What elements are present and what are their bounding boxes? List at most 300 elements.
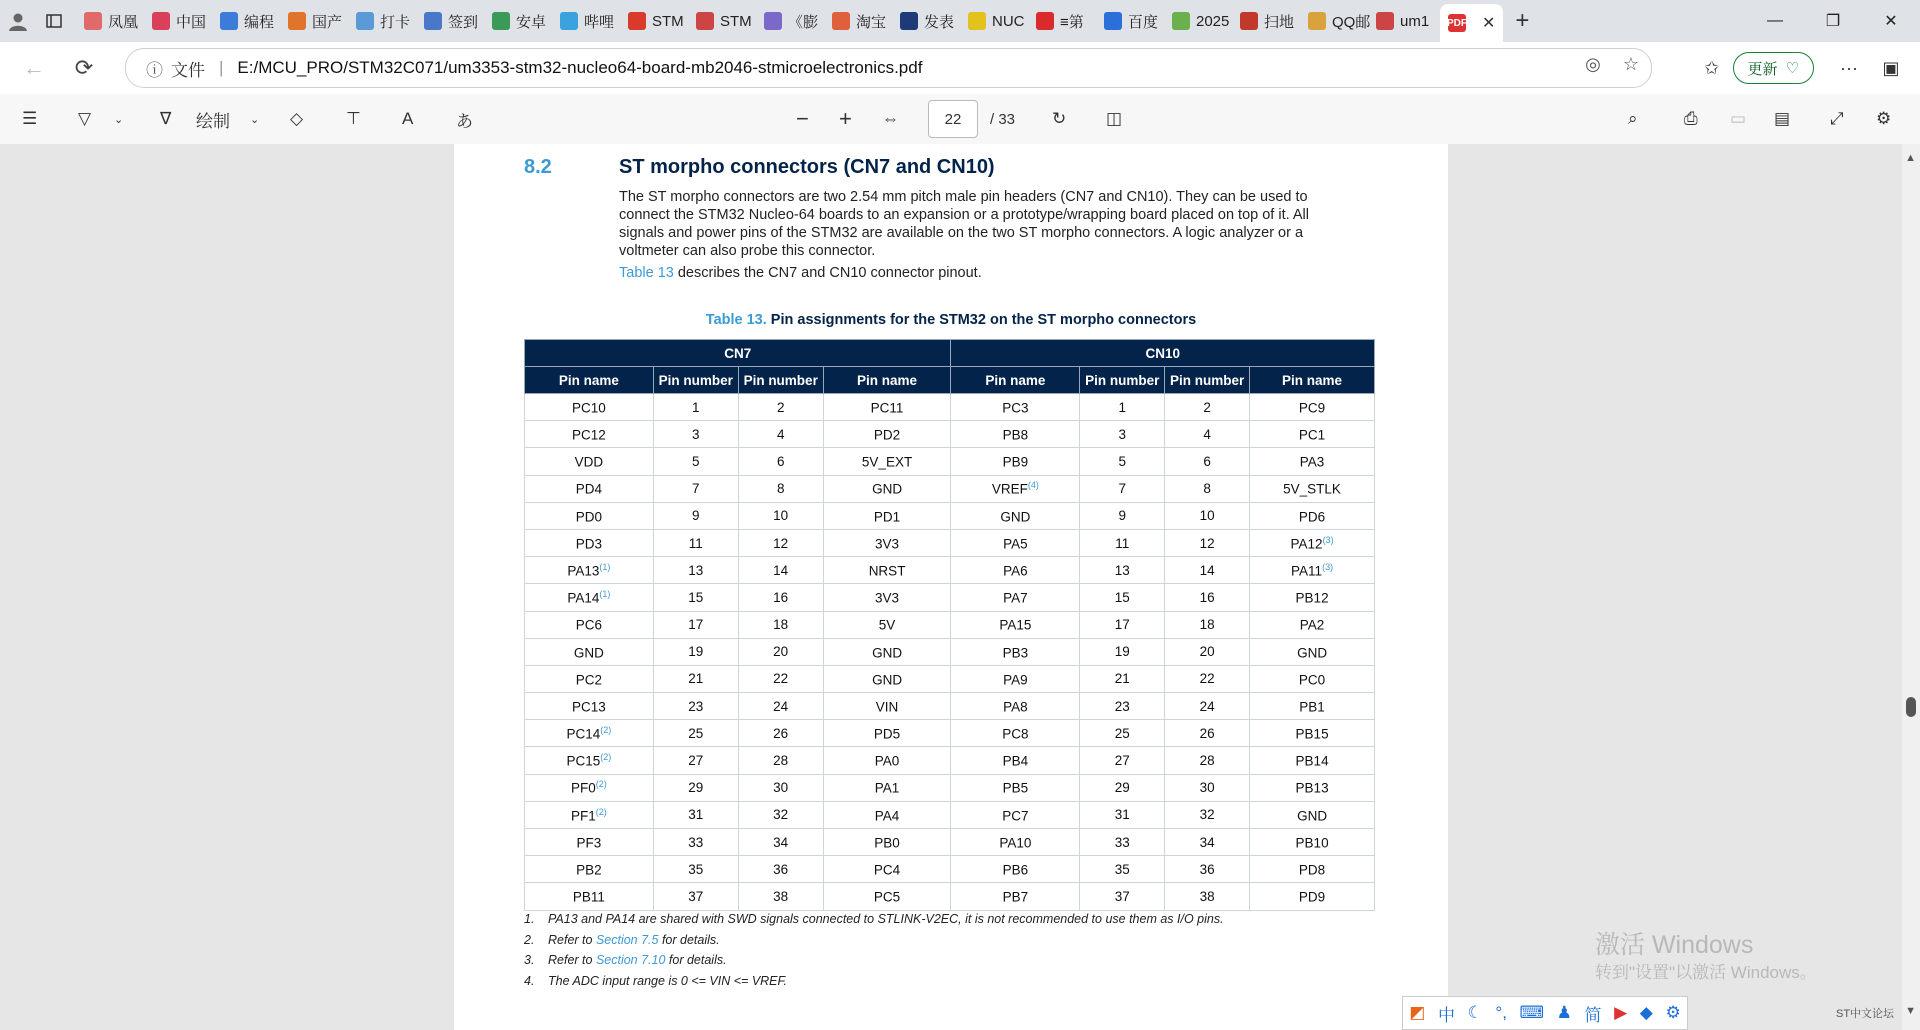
url-text: E:/MCU_PRO/STM32C071/um3353-stm32-nucleo64-board-mb2046-stmicroelectronics.pdf xyxy=(237,58,923,77)
tab-item[interactable] xyxy=(760,6,826,36)
note-number: 2. xyxy=(524,932,535,947)
tab-item[interactable] xyxy=(1100,6,1166,36)
table-cell xyxy=(1165,529,1250,556)
cell-value: 28 xyxy=(1199,753,1215,769)
ime-toolbar xyxy=(1402,996,1688,1030)
cell-value: PC2 xyxy=(575,672,603,688)
ime-video-icon[interactable]: ▶ xyxy=(1614,1003,1628,1022)
zoom-out-icon[interactable]: − xyxy=(796,106,809,131)
cell-value: PC8 xyxy=(1002,726,1029,742)
note-item xyxy=(524,912,1224,933)
cell-value: PC9 xyxy=(1298,400,1326,416)
table-cell xyxy=(738,829,823,856)
cell-value: 29 xyxy=(1114,780,1130,796)
cell-value: 18 xyxy=(1199,617,1215,633)
cell-value: 25 xyxy=(1114,725,1130,741)
table-cell xyxy=(525,747,654,774)
table-cell xyxy=(823,801,951,828)
tab-item[interactable] xyxy=(488,6,554,36)
table-cell xyxy=(1080,611,1165,638)
tab-strip xyxy=(0,0,1920,42)
read-aloud-icon[interactable]: ◎ xyxy=(1585,54,1601,74)
cell-value: VIN xyxy=(875,699,899,715)
minimize-button[interactable]: — xyxy=(1767,12,1783,29)
update-label: 更新 xyxy=(1747,60,1778,78)
table-cell xyxy=(653,638,738,665)
cell-value: 18 xyxy=(773,617,789,633)
highlight-icon[interactable]: ▽ xyxy=(78,109,92,128)
close-window-button[interactable]: ✕ xyxy=(1884,13,1898,30)
footnote-ref[interactable]: (3) xyxy=(1322,561,1334,572)
ime-simplified-mode[interactable]: 简 xyxy=(1584,1005,1602,1025)
table-caption-label: Table 13. xyxy=(705,312,767,328)
tab-item[interactable] xyxy=(1372,6,1438,36)
cell-value: 32 xyxy=(1199,807,1215,823)
new-tab-button[interactable]: + xyxy=(1515,7,1530,34)
save-as-icon[interactable]: ▤ xyxy=(1774,109,1791,128)
table-row xyxy=(525,774,1375,801)
tab-label: 国产 xyxy=(312,13,343,31)
cell-value: GND xyxy=(1297,808,1328,824)
footnote-ref[interactable]: (2) xyxy=(595,779,607,790)
contents-icon[interactable]: ☰ xyxy=(22,109,38,128)
tab-favicon-icon xyxy=(560,12,578,30)
table-row xyxy=(525,421,1375,448)
heart-icon: ♡ xyxy=(1785,60,1799,77)
read-aloud-toolbar-icon[interactable]: A xyxy=(402,109,414,128)
table-cell xyxy=(738,638,823,665)
table-cell xyxy=(951,638,1080,665)
activation-watermark-subtitle: 转到"设置"以激活 Windows。 xyxy=(1595,963,1817,982)
settings-gear-icon[interactable]: ⚙ xyxy=(1876,109,1892,128)
cell-value: PB8 xyxy=(1002,427,1029,443)
pin-assignment-table xyxy=(524,339,1375,911)
page-view-icon[interactable]: ◫ xyxy=(1106,109,1123,128)
tab-item[interactable] xyxy=(284,6,350,36)
back-arrow-icon[interactable]: ← xyxy=(23,55,45,80)
cell-value: PD2 xyxy=(873,427,901,443)
favorite-star-icon[interactable]: ☆ xyxy=(1622,54,1639,74)
scrollbar-thumb[interactable] xyxy=(1906,697,1916,717)
cell-value: 22 xyxy=(1199,671,1215,687)
table-cell xyxy=(525,720,654,747)
cell-value: PD4 xyxy=(575,481,603,497)
url-separator: | xyxy=(219,58,224,77)
pdf-page xyxy=(454,144,1448,1030)
url-field[interactable] xyxy=(125,48,1652,88)
table-cell xyxy=(823,856,951,883)
ime-keyboard-icon[interactable]: ⌨ xyxy=(1519,1003,1545,1022)
tab-favicon-icon xyxy=(968,12,986,30)
table-cell xyxy=(525,529,654,556)
table-cell xyxy=(525,856,654,883)
footnote-ref[interactable]: (4) xyxy=(1027,480,1039,491)
tab-label: 签到 xyxy=(448,13,479,31)
table-cell xyxy=(1165,774,1250,801)
cell-value: 33 xyxy=(1114,834,1130,850)
table-cell xyxy=(738,774,823,801)
tab-active[interactable] xyxy=(1440,4,1503,42)
table-13-link[interactable]: Table 13 xyxy=(619,265,674,281)
table-cell xyxy=(823,394,951,421)
footnote-ref[interactable]: (2) xyxy=(600,752,612,763)
table-cell xyxy=(823,665,951,692)
cell-value: PC1 xyxy=(1298,427,1326,443)
footnote-ref[interactable]: (2) xyxy=(600,725,612,736)
table-cell xyxy=(823,529,951,556)
table-row xyxy=(525,856,1375,883)
cell-value: PB12 xyxy=(1295,590,1329,606)
table-cell xyxy=(653,421,738,448)
column-header: Pin name xyxy=(1250,367,1375,394)
table-cell xyxy=(951,584,1080,611)
table-cell xyxy=(1080,720,1165,747)
table-cell xyxy=(823,720,951,747)
table-cell xyxy=(653,557,738,584)
table-cell xyxy=(951,557,1080,584)
cell-value: VDD xyxy=(574,454,604,470)
note-section-link[interactable]: Section 7.10 xyxy=(595,953,666,967)
table-cell xyxy=(951,856,1080,883)
cell-value: 17 xyxy=(1114,617,1130,633)
table-row xyxy=(525,883,1375,910)
cell-value: PC15 xyxy=(566,753,601,769)
tab-favicon-icon xyxy=(288,12,306,30)
ime-skin-icon[interactable]: ◆ xyxy=(1639,1003,1653,1022)
cell-value: 3 xyxy=(692,426,700,442)
tab-label: 哔哩 xyxy=(584,13,615,31)
table-cell xyxy=(1165,448,1250,475)
more-menu-icon[interactable]: ··· xyxy=(1840,57,1858,78)
refresh-icon[interactable]: ⟳ xyxy=(74,55,94,80)
fit-page-icon[interactable]: ⇔ xyxy=(882,109,899,128)
ime-punctuation-icon[interactable]: °, xyxy=(1495,1003,1507,1022)
column-header: Pin name xyxy=(525,367,654,394)
ime-logo-icon[interactable]: ◩ xyxy=(1409,1003,1426,1022)
cell-value: 28 xyxy=(773,753,789,769)
cell-value: 37 xyxy=(1114,888,1130,904)
table-cell xyxy=(1165,665,1250,692)
tab-item[interactable] xyxy=(80,6,146,36)
note-text-pre: PA13 and PA14 are shared with SWD signals connected to STLINK-V2EC, it is not recommended to use them as I/O pins. xyxy=(548,912,1224,926)
table-cell xyxy=(823,557,951,584)
tab-favicon-icon xyxy=(492,12,510,30)
info-icon[interactable]: ⓘ xyxy=(146,60,163,80)
pdf-file-icon: PDF xyxy=(1448,14,1466,32)
cell-value: PA11 xyxy=(1291,563,1323,579)
cell-value: PC13 xyxy=(572,699,606,715)
table-cell xyxy=(738,475,823,502)
tab-list xyxy=(80,6,1440,36)
table-cell xyxy=(1250,829,1375,856)
zoom-in-icon[interactable]: + xyxy=(839,106,852,131)
draw-dropdown-icon[interactable]: ⌄ xyxy=(250,113,260,126)
tab-label: 安卓 xyxy=(516,13,547,31)
table-cell xyxy=(1080,448,1165,475)
footnote-ref[interactable]: (1) xyxy=(599,589,611,600)
column-header: Pin number xyxy=(653,367,738,394)
table-row xyxy=(525,611,1375,638)
cell-value: 4 xyxy=(776,426,785,442)
page-number-wrap xyxy=(928,94,978,144)
note-text-pre: The ADC input range is 0 <= VIN <= VREF. xyxy=(548,973,788,988)
cell-value: 16 xyxy=(1199,589,1215,605)
draw-icon[interactable]: ∇ xyxy=(160,109,172,128)
table-cell xyxy=(1165,394,1250,421)
cell-value: 14 xyxy=(773,562,789,578)
cell-value: 13 xyxy=(688,562,704,578)
table-cell xyxy=(823,883,951,910)
table-cell xyxy=(1165,475,1250,502)
note-item xyxy=(524,933,1224,954)
cell-value: 11 xyxy=(1115,535,1130,551)
tab-item[interactable] xyxy=(692,6,758,36)
address-bar xyxy=(0,42,1920,94)
save-icon[interactable]: ▭ xyxy=(1730,109,1747,128)
ime-user-icon[interactable]: ♟ xyxy=(1556,1003,1572,1022)
cell-value: 7 xyxy=(692,481,700,497)
restore-button[interactable]: ❐ xyxy=(1825,13,1841,30)
tab-item[interactable] xyxy=(216,6,282,36)
table-cell xyxy=(1080,502,1165,529)
tab-item[interactable] xyxy=(148,6,214,36)
cell-value: 23 xyxy=(1114,698,1130,714)
table-cell xyxy=(1080,665,1165,692)
cell-value: 29 xyxy=(688,780,704,796)
tab-item[interactable] xyxy=(556,6,622,36)
table-cell xyxy=(1080,638,1165,665)
table-cell xyxy=(951,693,1080,720)
table-cell xyxy=(525,693,654,720)
tab-item[interactable] xyxy=(896,6,962,36)
cell-value: 17 xyxy=(688,617,704,633)
cell-value: VREF xyxy=(991,481,1028,497)
table-cell xyxy=(525,829,654,856)
table-cell xyxy=(653,448,738,475)
cell-value: 19 xyxy=(1114,644,1130,660)
print-icon[interactable]: ⎙ xyxy=(1684,109,1698,128)
cell-value: 5 xyxy=(692,453,700,469)
rotate-icon[interactable]: ↻ xyxy=(1052,109,1067,128)
cell-value: 15 xyxy=(688,589,704,605)
cell-value: PB3 xyxy=(1002,645,1029,661)
table-cell xyxy=(1165,421,1250,448)
table-cell xyxy=(738,502,823,529)
ime-moon-icon[interactable]: ☾ xyxy=(1467,1003,1483,1022)
column-header: Pin name xyxy=(951,367,1080,394)
table-row xyxy=(525,529,1375,556)
cell-value: 12 xyxy=(1199,535,1215,551)
table-reference xyxy=(619,265,982,281)
page-total: / 33 xyxy=(990,110,1016,128)
group-header-cn7: CN7 xyxy=(525,340,951,367)
table-cell xyxy=(951,529,1080,556)
table-cell xyxy=(738,557,823,584)
update-button[interactable] xyxy=(1733,52,1814,84)
sidebar-icon[interactable]: ▣ xyxy=(1882,57,1900,78)
page-number-input[interactable]: 22 xyxy=(928,100,978,138)
favorites-icon[interactable]: ✩ xyxy=(1703,57,1720,78)
text-box-icon[interactable]: ⊤ xyxy=(346,109,361,128)
tab-item[interactable] xyxy=(1168,6,1234,36)
table-cell xyxy=(525,394,654,421)
tab-item[interactable] xyxy=(964,6,1030,36)
table-cell xyxy=(738,448,823,475)
tab-favicon-icon xyxy=(1104,12,1122,30)
cell-value: 8 xyxy=(776,481,785,497)
table-cell xyxy=(738,801,823,828)
draw-label[interactable]: 绘制 xyxy=(196,111,230,131)
cell-value: PB11 xyxy=(572,889,605,905)
cell-value: 6 xyxy=(776,453,785,469)
search-icon[interactable]: ⌕ xyxy=(1628,109,1638,128)
cell-value: PC11 xyxy=(870,400,904,416)
profile-icon[interactable] xyxy=(0,5,36,37)
fullscreen-icon[interactable]: ⤢ xyxy=(1830,109,1844,128)
table-cell xyxy=(1250,421,1375,448)
note-number: 4. xyxy=(524,973,535,988)
table-cell xyxy=(653,801,738,828)
pdf-viewport[interactable] xyxy=(0,144,1920,1030)
table-cell xyxy=(1250,747,1375,774)
table-cell xyxy=(1250,638,1375,665)
table-cell xyxy=(1165,611,1250,638)
table-cell xyxy=(823,693,951,720)
table-cell xyxy=(1165,856,1250,883)
table-cell xyxy=(525,883,654,910)
ime-settings-icon[interactable]: ⚙ xyxy=(1665,1003,1681,1022)
cell-value: 38 xyxy=(773,888,789,904)
tab-favicon-icon xyxy=(764,12,782,30)
cell-value: PC6 xyxy=(575,617,603,633)
highlight-dropdown-icon[interactable]: ⌄ xyxy=(114,113,124,126)
cell-value: PB9 xyxy=(1002,454,1029,470)
table-cell xyxy=(823,584,951,611)
table-row xyxy=(525,502,1375,529)
note-section-link[interactable]: Section 7.5 xyxy=(595,932,659,947)
cell-value: GND xyxy=(1000,509,1031,525)
cell-value: PB7 xyxy=(1002,889,1029,905)
table-cell xyxy=(1165,557,1250,584)
cell-value: 16 xyxy=(773,589,789,605)
translate-icon[interactable]: あ xyxy=(456,111,473,131)
table-cell xyxy=(653,611,738,638)
cell-value: PD3 xyxy=(575,536,603,552)
cell-value: 27 xyxy=(1114,753,1130,769)
cell-value: PB1 xyxy=(1299,699,1325,715)
cell-value: 35 xyxy=(688,861,704,877)
cell-value: PA12 xyxy=(1290,536,1323,552)
scroll-up-arrow-icon[interactable]: ▲ xyxy=(1905,152,1916,164)
tab-favicon-icon xyxy=(1240,12,1258,30)
footnote-ref[interactable]: (3) xyxy=(1322,534,1334,545)
table-cell xyxy=(951,665,1080,692)
ime-chinese-mode[interactable]: 中 xyxy=(1437,1005,1455,1025)
note-text-pre: Refer to xyxy=(548,932,596,947)
table-cell xyxy=(823,638,951,665)
cell-value: 6 xyxy=(1203,453,1211,469)
cell-value: 21 xyxy=(1114,671,1130,687)
tab-item[interactable] xyxy=(1304,6,1370,36)
cell-value: 22 xyxy=(773,671,789,687)
tab-favicon-icon xyxy=(220,12,238,30)
footnote-ref[interactable]: (1) xyxy=(599,561,611,572)
cell-value: 34 xyxy=(1199,834,1215,850)
tab-item[interactable] xyxy=(1032,6,1098,36)
table-caption xyxy=(454,312,1448,328)
table-row xyxy=(525,584,1375,611)
table-cell xyxy=(525,638,654,665)
table-cell xyxy=(823,502,951,529)
tab-item[interactable] xyxy=(420,6,486,36)
table-cell xyxy=(653,584,738,611)
table-cell xyxy=(525,774,654,801)
cell-value: 30 xyxy=(1199,780,1215,796)
scroll-down-arrow-icon[interactable]: ▼ xyxy=(1905,1005,1916,1017)
table-cell xyxy=(1165,502,1250,529)
tab-actions-icon[interactable] xyxy=(36,5,72,37)
cell-value: 11 xyxy=(688,535,703,551)
tab-item[interactable] xyxy=(352,6,418,36)
table-cell xyxy=(1080,883,1165,910)
table-cell xyxy=(1080,557,1165,584)
vertical-scrollbar[interactable] xyxy=(1902,144,1920,1030)
table-cell xyxy=(653,394,738,421)
table-cell xyxy=(1080,774,1165,801)
cell-value: PA14 xyxy=(567,590,600,606)
tab-item[interactable] xyxy=(1236,6,1302,36)
cell-value: PC3 xyxy=(1002,400,1029,416)
table-cell xyxy=(1250,856,1375,883)
tab-item[interactable] xyxy=(828,6,894,36)
table-cell xyxy=(951,475,1080,502)
table-cell xyxy=(525,584,654,611)
cell-value: 3 xyxy=(1118,426,1126,442)
cell-value: 30 xyxy=(773,780,789,796)
table-row xyxy=(525,720,1375,747)
tab-favicon-icon xyxy=(1376,12,1394,30)
table-body xyxy=(525,394,1375,911)
cell-value: 12 xyxy=(773,535,789,551)
tab-favicon-icon xyxy=(152,12,170,30)
tab-label: ≡第 xyxy=(1060,13,1084,31)
footnote-ref[interactable]: (2) xyxy=(595,806,607,817)
cell-value: PC14 xyxy=(566,726,601,742)
cell-value: 10 xyxy=(1199,508,1215,524)
tab-item[interactable] xyxy=(624,6,690,36)
eraser-icon[interactable]: ◇ xyxy=(290,109,304,128)
table-cell xyxy=(951,829,1080,856)
table-cell xyxy=(1250,394,1375,421)
note-item xyxy=(524,953,1224,974)
tab-favicon-icon xyxy=(628,12,646,30)
table-cell xyxy=(1165,720,1250,747)
close-tab-icon[interactable]: ✕ xyxy=(1482,15,1496,32)
table-cell xyxy=(823,774,951,801)
table-cell xyxy=(951,421,1080,448)
note-text-pre: Refer to xyxy=(548,953,596,967)
table-cell xyxy=(1250,502,1375,529)
table-cell xyxy=(525,421,654,448)
cell-value: 37 xyxy=(688,888,704,904)
table-cell xyxy=(653,693,738,720)
cell-value: 7 xyxy=(1118,481,1126,497)
cell-value: PB0 xyxy=(874,835,900,851)
table-cell xyxy=(525,665,654,692)
column-header: Pin number xyxy=(1080,367,1165,394)
table-cell xyxy=(1165,638,1250,665)
column-header-row xyxy=(525,367,1375,394)
